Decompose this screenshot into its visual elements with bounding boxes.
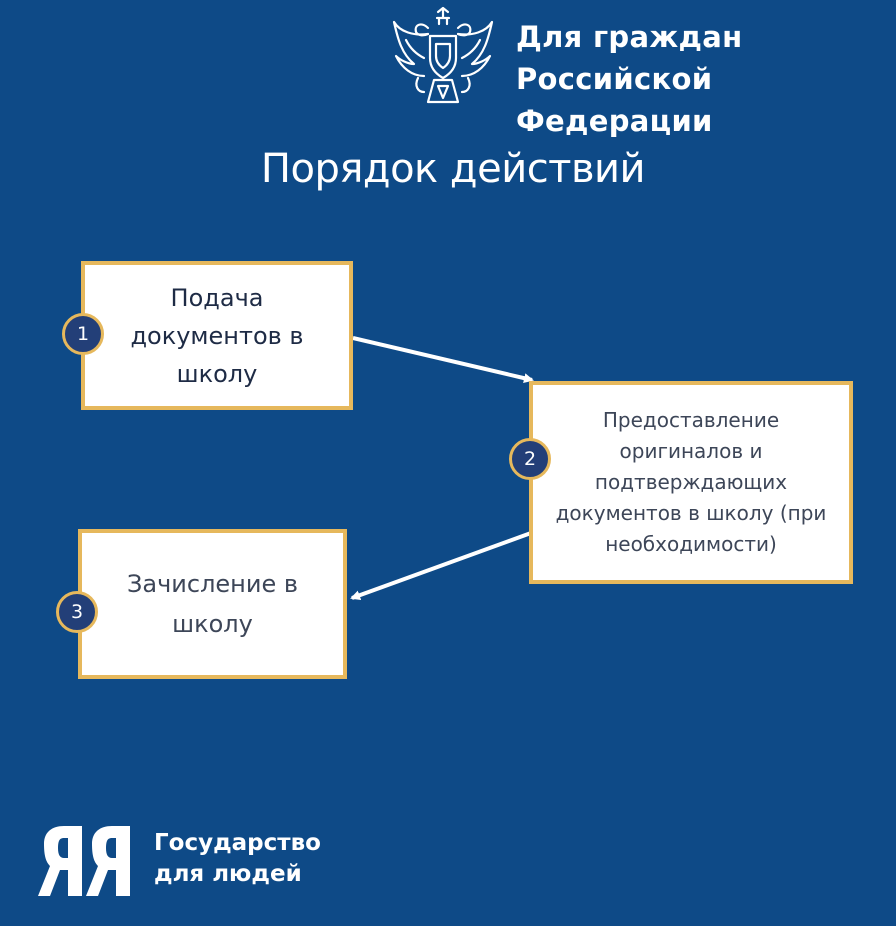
header-line-1: Для граждан [516,20,743,54]
gosudarstvo-dlya-lyudey-logo [38,824,130,898]
step-1-box [81,261,353,410]
step-2-badge: 2 [509,438,551,480]
page-title: Порядок действий [260,146,646,192]
step-2-box [529,381,853,584]
double-headed-eagle-icon [388,6,498,110]
footer-line-1: Государство [154,830,321,856]
footer-line-2: для людей [154,861,302,887]
step-1-label: Подача документов в школу [130,283,304,388]
step-1-badge: 1 [62,313,104,355]
arrow-step2-to-step3 [352,533,531,598]
header-title [516,16,896,142]
step-3-box [78,529,347,679]
step-3-label: Зачисление в школу [127,570,298,638]
header-line-2: Российской Федерации [516,62,713,138]
footer-tagline [154,828,321,890]
arrow-step1-to-step2 [353,338,532,380]
step-2-label: Предоставление оригиналов и подтверждающих документов в школу (при необходимости) [555,408,827,556]
step-3-badge: 3 [56,591,98,633]
